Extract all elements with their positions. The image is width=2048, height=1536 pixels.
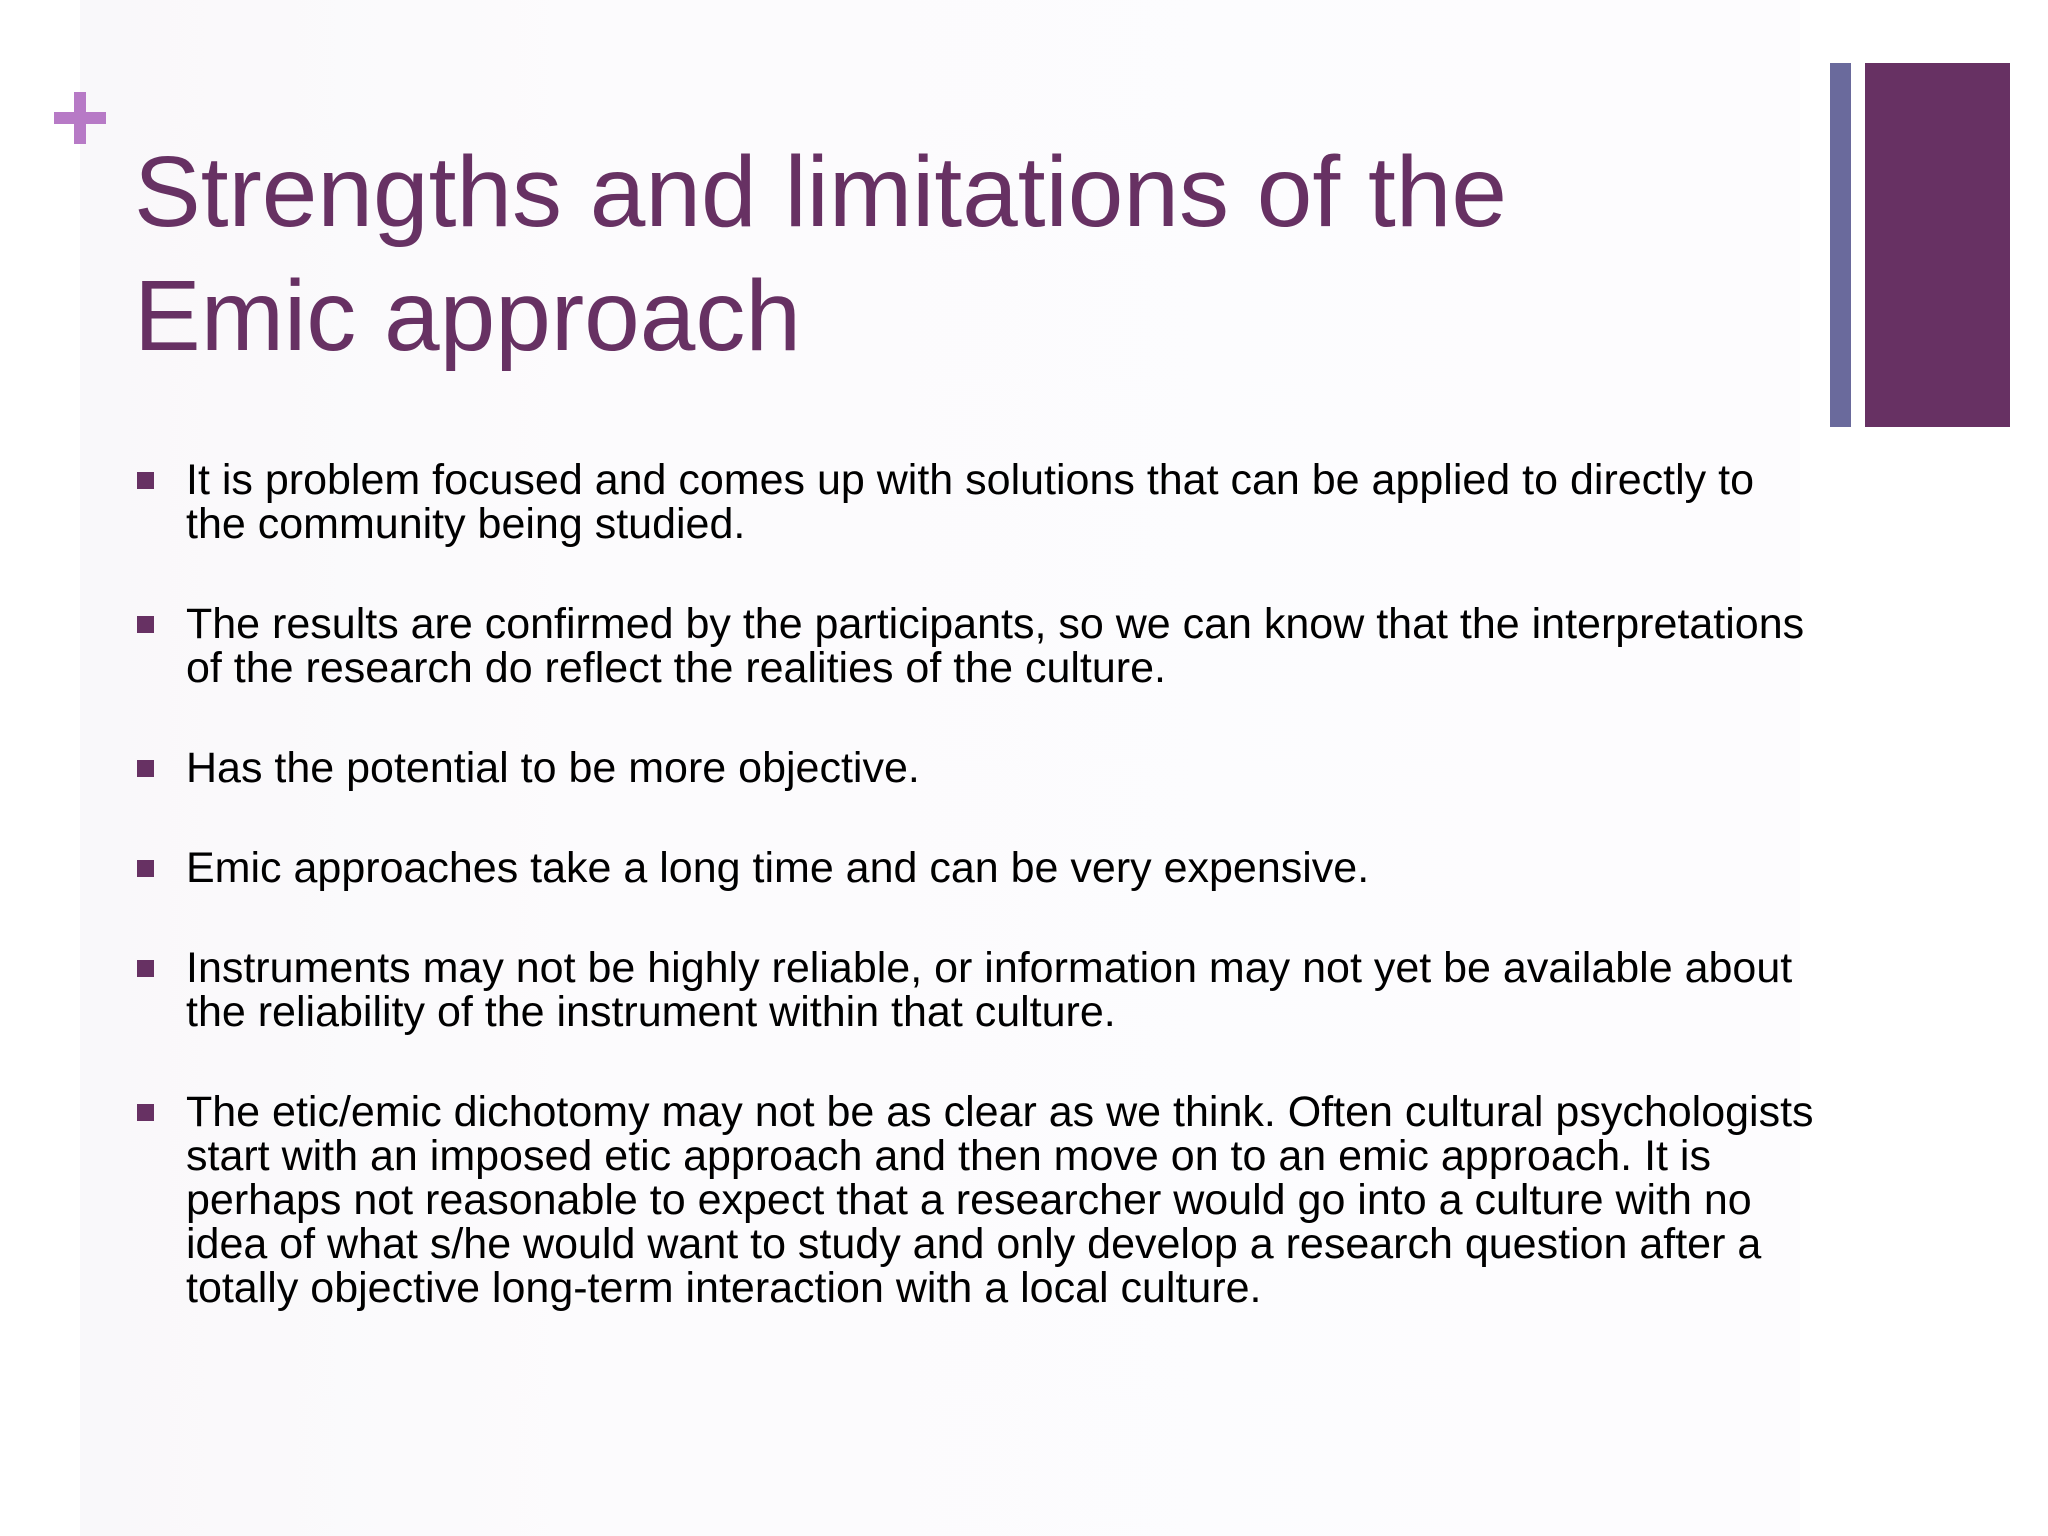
bullet-text: Emic approaches take a long time and can be very expensive. bbox=[186, 844, 1370, 892]
square-bullet-icon bbox=[137, 760, 154, 777]
plus-icon-vertical bbox=[74, 92, 86, 144]
bullet-item bbox=[134, 746, 1814, 790]
bullet-text: The results are confirmed by the participants, so we can know that the interpretations of the research do reflect the realities of the culture. bbox=[186, 600, 1805, 692]
bullet-text: It is problem focused and comes up with solutions that can be applied to directly to the community being studied. bbox=[186, 456, 1754, 548]
bullet-list bbox=[134, 458, 1814, 1366]
bullet-item bbox=[134, 458, 1814, 546]
bullet-text: The etic/emic dichotomy may not be as clear as we think. Often cultural psychologists start with an imposed etic approach and then move on to an emic approach. It is perhaps not reasonable to expect that a researcher would go into a culture with no idea of what s/he would want to study and only develop a research question after a totally objective long-term interaction with a local culture. bbox=[186, 1088, 1814, 1312]
bullet-text: Instruments may not be highly reliable, or information may not yet be available about the reliability of the instrument within that culture. bbox=[186, 944, 1793, 1036]
slide-title: Strengths and limitations of the Emic approach bbox=[134, 136, 1507, 372]
bullet-item bbox=[134, 846, 1814, 890]
decorative-bar-thick bbox=[1865, 63, 2010, 427]
square-bullet-icon bbox=[137, 616, 154, 633]
square-bullet-icon bbox=[137, 1104, 154, 1121]
square-bullet-icon bbox=[137, 472, 154, 489]
plus-icon bbox=[54, 92, 106, 144]
bullet-text: Has the potential to be more objective. bbox=[186, 744, 920, 792]
square-bullet-icon bbox=[137, 860, 154, 877]
square-bullet-icon bbox=[137, 960, 154, 977]
decorative-bar-thin bbox=[1830, 63, 1851, 427]
bullet-item bbox=[134, 1090, 1814, 1310]
bullet-item bbox=[134, 946, 1814, 1034]
bullet-item bbox=[134, 602, 1814, 690]
